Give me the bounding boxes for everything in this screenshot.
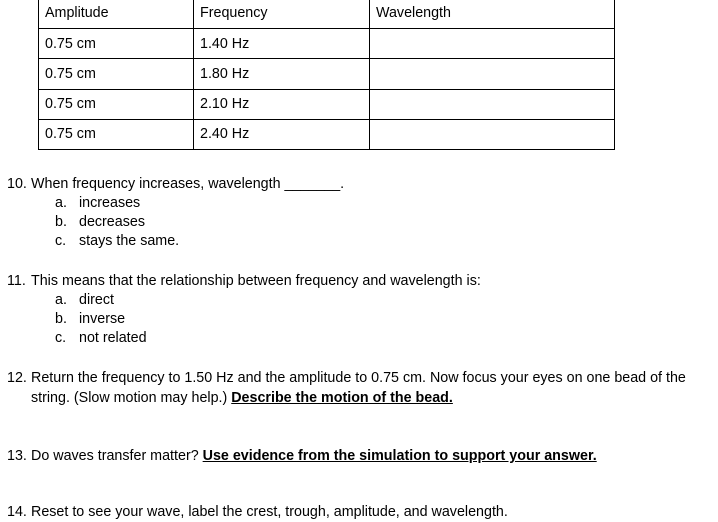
amplitude-cell: 0.75 cm [39, 29, 194, 59]
question-number: 14. [7, 504, 27, 520]
amplitude-cell: 0.75 cm [39, 119, 194, 149]
question-12 [7, 368, 712, 408]
question-11 [7, 271, 712, 291]
option-text: stays the same. [79, 233, 180, 249]
wavelength-cell[interactable] [370, 29, 615, 59]
question-number: 13. [7, 448, 27, 464]
option-11b[interactable] [55, 310, 125, 329]
option-letter: b. [55, 214, 67, 230]
option-10b[interactable] [55, 213, 145, 232]
table-row [39, 59, 615, 89]
table-row [39, 29, 615, 59]
question-number: 11. [7, 273, 26, 289]
wavelength-cell[interactable] [370, 119, 615, 149]
option-text: inverse [79, 311, 126, 327]
question-instruction: Use evidence from the simulation to support your answer. [202, 448, 597, 464]
frequency-cell: 1.40 Hz [194, 29, 370, 59]
option-letter: b. [55, 311, 67, 327]
option-letter: c. [55, 233, 67, 249]
table-header-row [39, 0, 615, 29]
question-text: Reset to see your wave, label the crest, trough, amplitude, and wavelength. [31, 504, 508, 520]
table-header-cell: Wavelength [370, 0, 615, 29]
option-letter: a. [55, 292, 67, 308]
question-10 [7, 174, 712, 194]
question-13 [7, 446, 712, 466]
question-text [31, 368, 712, 408]
question-text: When frequency increases, wavelength _______. [31, 176, 345, 192]
question-body: Return the frequency to 1.50 Hz and the amplitude to 0.75 cm. Now focus your eyes on one bead of the string. (Slow motion may help.) [31, 370, 686, 406]
question-text: This means that the relationship between frequency and wavelength is: [31, 273, 481, 289]
option-text: direct [79, 292, 114, 308]
frequency-cell: 1.80 Hz [194, 59, 370, 89]
question-text [31, 446, 712, 466]
wavelength-cell[interactable] [370, 89, 615, 119]
option-letter: a. [55, 195, 67, 211]
question-14 [7, 502, 712, 522]
table-row [39, 119, 615, 149]
option-11a[interactable] [55, 291, 114, 310]
table-header-cell: Amplitude [39, 0, 194, 29]
amplitude-cell: 0.75 cm [39, 89, 194, 119]
table-row [39, 89, 615, 119]
option-10c[interactable] [55, 232, 179, 251]
option-11c[interactable] [55, 329, 147, 348]
option-text: decreases [79, 214, 145, 230]
frequency-cell: 2.40 Hz [194, 119, 370, 149]
wave-data-table [38, 0, 615, 150]
option-text: not related [79, 330, 147, 346]
question-instruction: Describe the motion of the bead. [231, 390, 453, 406]
amplitude-cell: 0.75 cm [39, 59, 194, 89]
question-body: Do waves transfer matter? [31, 448, 203, 464]
option-letter: c. [55, 330, 67, 346]
question-number: 12. [7, 370, 27, 386]
frequency-cell: 2.10 Hz [194, 89, 370, 119]
question-number: 10. [7, 176, 27, 192]
option-10a[interactable] [55, 194, 140, 213]
wavelength-cell[interactable] [370, 59, 615, 89]
table-header-cell: Frequency [194, 0, 370, 29]
option-text: increases [79, 195, 141, 211]
